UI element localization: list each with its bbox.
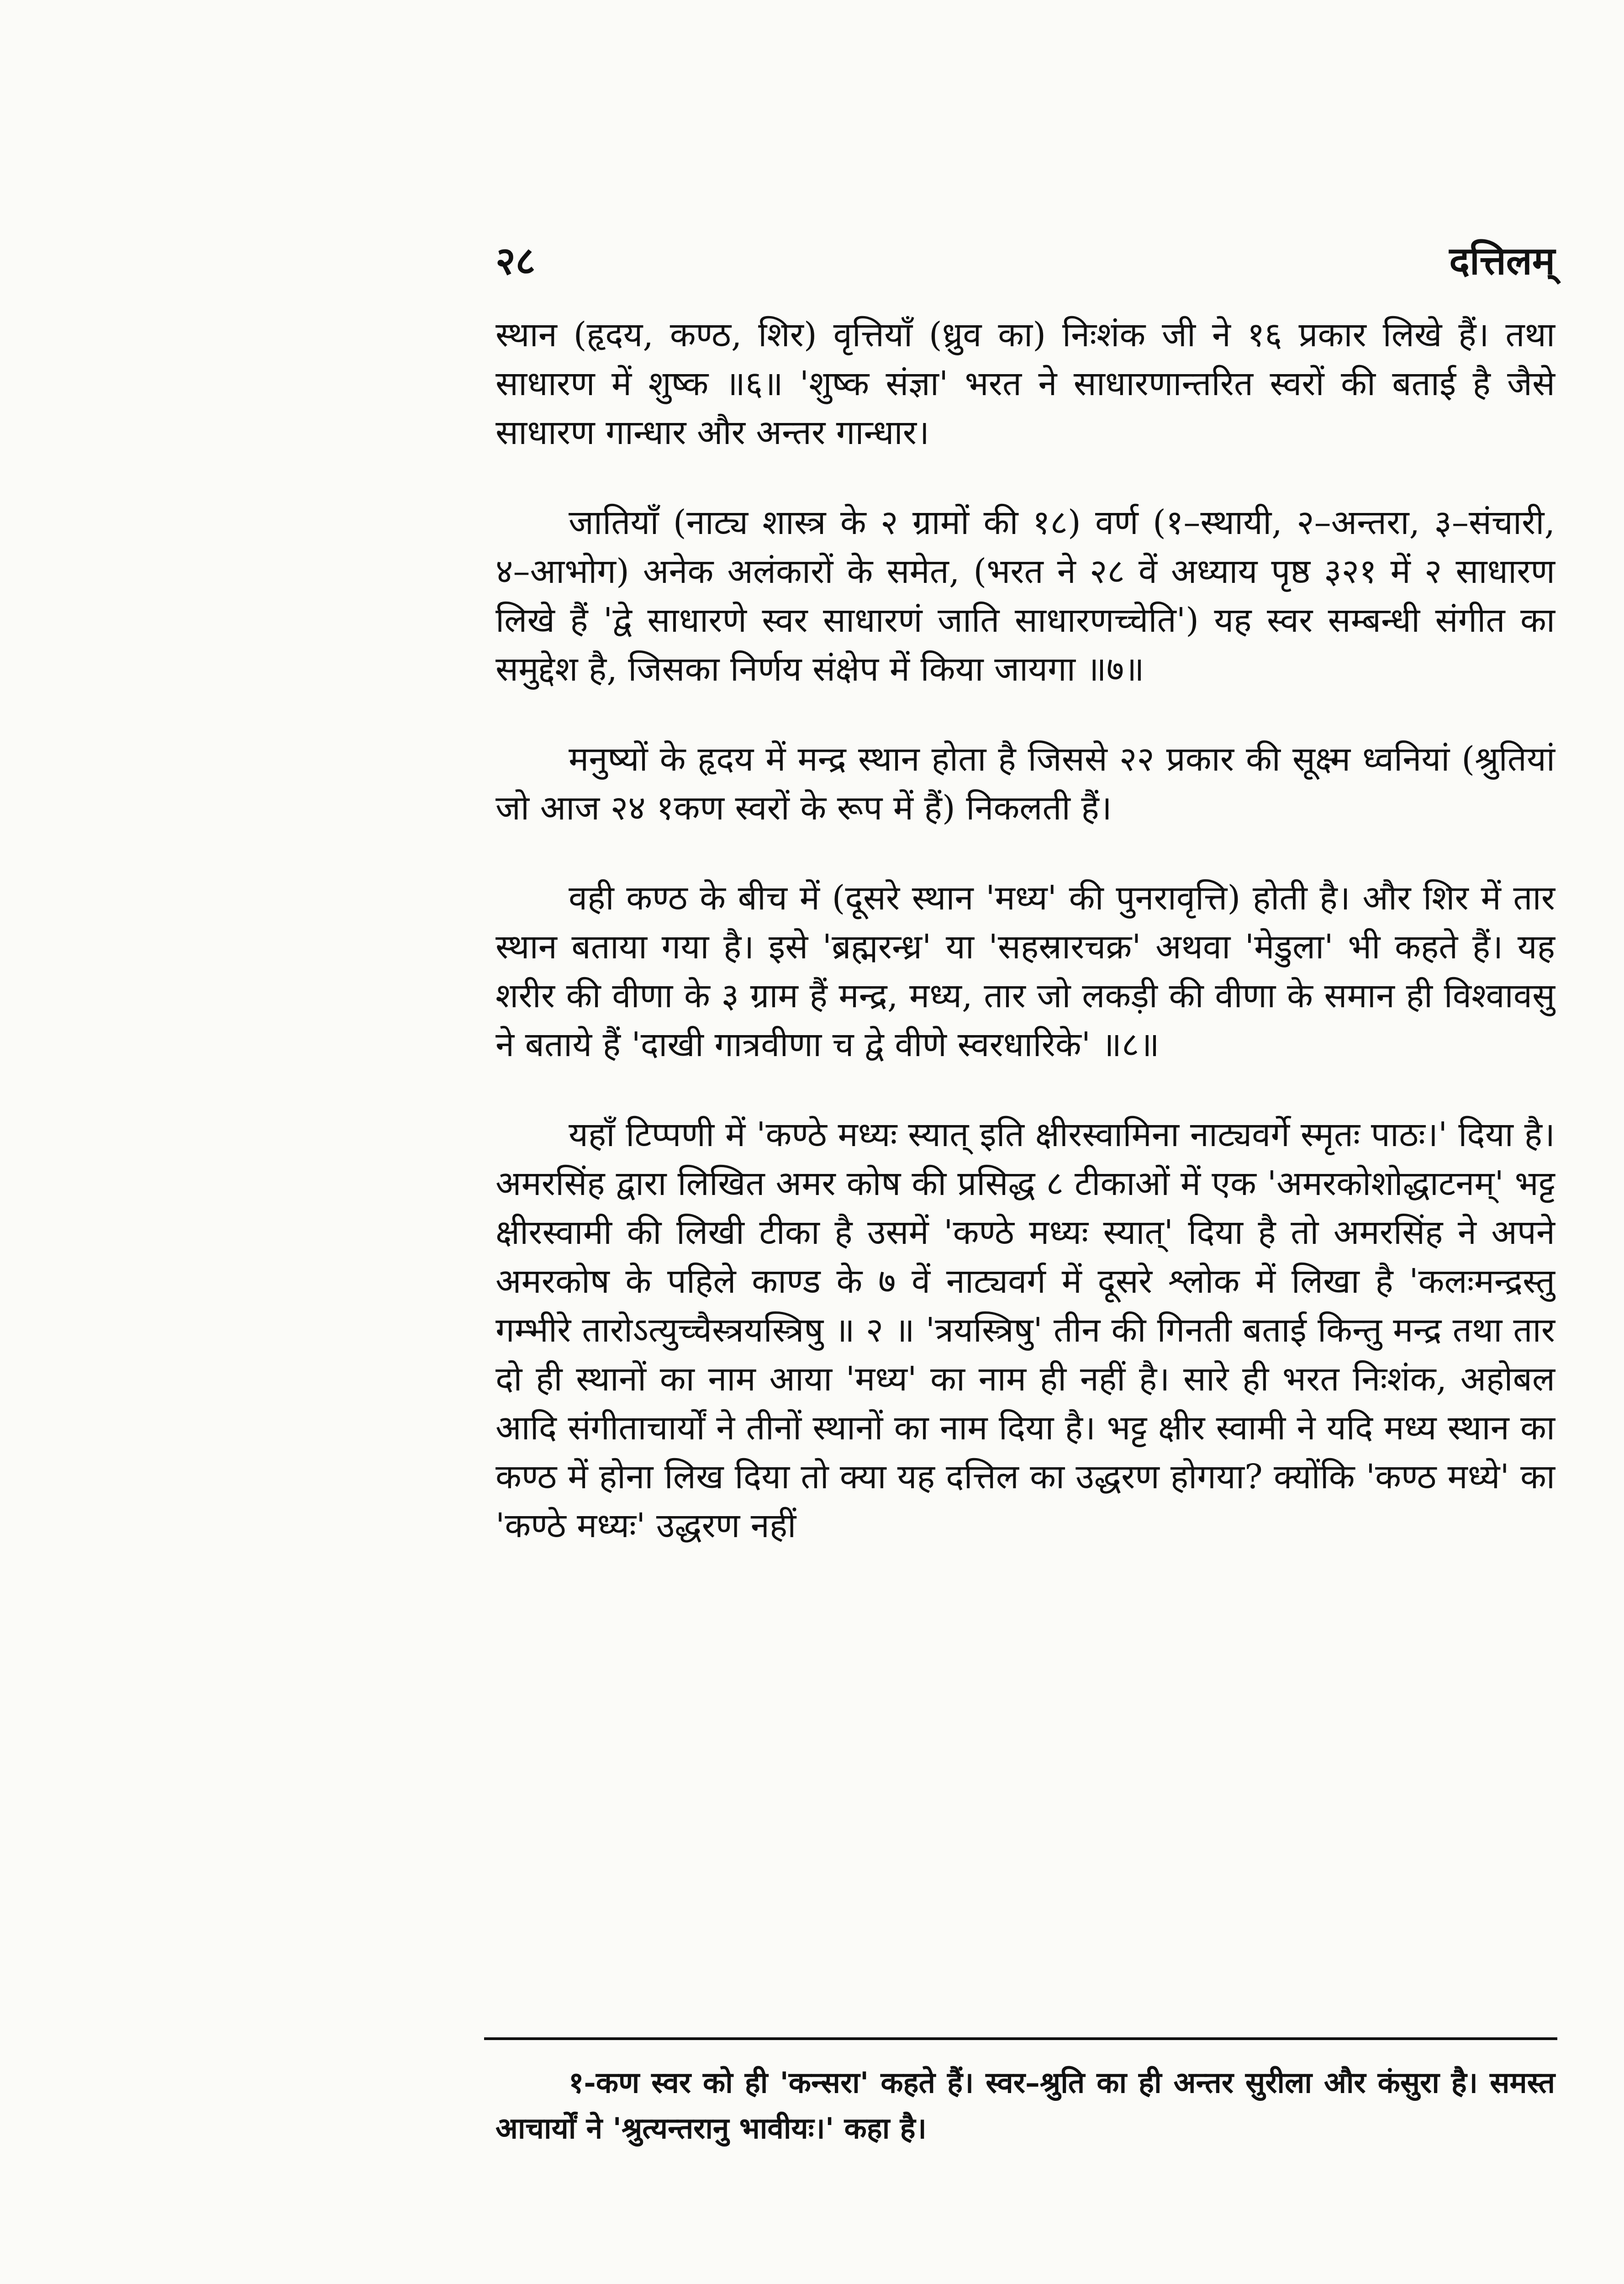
paragraph: वही कण्ठ के बीच में (दूसरे स्थान 'मध्य' की पुनरावृत्ति) होती है। और शिर में तार स्थान बताया गया है। इसे 'ब्रह्मरन्ध्र' या 'सहस्रारचक्र' अथवा 'मेडुला' भी कहते हैं। यह शरीर की वीणा के ३ ग्राम हैं मन्द्र, मध्य, तार जो लकड़ी की वीणा के समान ही विश्वावसु ने बताये हैं 'दाखी गात्रवीणा च द्वे वीणे स्वरधारिके' ॥८॥ xyxy=(496,878,1555,1064)
footnote: १-कण स्वर को ही 'कन्सरा' कहते हैं। स्वर–श्रुति का ही अन्तर सुरीला और कंसुरा है। समस्त आचार्यों ने 'श्रुत्यन्तरानु भावीयः।' कहा है। xyxy=(496,2066,1555,2146)
footnote-divider xyxy=(484,2037,1557,2040)
paragraph: यहाँ टिप्पणी में 'कण्ठे मध्यः स्यात् इति क्षीरस्वामिना नाट्यवर्गे स्मृतः पाठः।' दिया है। अमरसिंह द्वारा लिखित अमर कोष की प्रसिद्ध ८ टीकाओं में एक 'अमरकोशोद्धाटनम्' भट्ट क्षीरस्वामी की लिखी टीका है उसमें 'कण्ठे मध्यः स्यात्' दिया है तो अमरसिंह ने अपने अमरकोष के पहिले काण्ड के ७ वें नाट्यवर्ग में दूसरे श्लोक में लिखा है 'कलःमन्द्रस्तु गम्भीरे तारोऽत्युच्चैस्त्रयस्त्रिषु ॥ २ ॥ 'त्रयस्त्रिषु' तीन की गिनती बताई किन्तु मन्द्र तथा तार दो ही स्थानों का नाम आया 'मध्य' का नाम ही नहीं है। सारे ही भरत निःशंक, अहोबल आदि संगीताचार्यों ने तीनों स्थानों का नाम दिया है। भट्ट क्षीर स्वामी ने यदि मध्य स्थान का कण्ठ में होना लिख दिया तो क्या यह दत्तिल का उद्धरण होगया? क्योंकि 'कण्ठ मध्ये' का 'कण्ठे मध्यः' उद्धरण नहीं xyxy=(496,1115,1555,1545)
paragraph: जातियाँ (नाट्य शास्त्र के २ ग्रामों की १८) वर्ण (१–स्थायी, २–अन्तरा, ३–संचारी, ४–आभोग) अनेक अलंकारों के समेत, (भरत ने २८ वें अध्याय पृष्ठ ३२१ में २ साधारण लिखे हैं 'द्वे साधारणे स्वर साधारणं जाति साधारणच्चेति') यह स्वर सम्बन्धी संगीत का समुद्देश है, जिसका निर्णय संक्षेप में किया जायगा ॥७॥ xyxy=(496,503,1555,689)
page-header xyxy=(496,233,1555,283)
running-title: दत्तिलम् xyxy=(1449,238,1555,283)
page-number: २८ xyxy=(496,238,536,283)
paragraph: मनुष्यों के हृदय में मन्द्र स्थान होता है जिससे २२ प्रकार की सूक्ष्म ध्वनियां (श्रुतियां जो आज २४ १कण स्वरों के रूप में हैं) निकलती हैं। xyxy=(496,740,1555,828)
body-text xyxy=(496,311,1555,1591)
paragraph: स्थान (हृदय, कण्ठ, शिर) वृत्तियाँ (ध्रुव का) निःशंक जी ने १६ प्रकार लिखे हैं। तथा साधारण में शुष्क ॥६॥ 'शुष्क संज्ञा' भरत ने साधारणान्तरित स्वरों की बताई है जैसे साधारण गान्धार और अन्तर गान्धार। xyxy=(496,315,1555,452)
